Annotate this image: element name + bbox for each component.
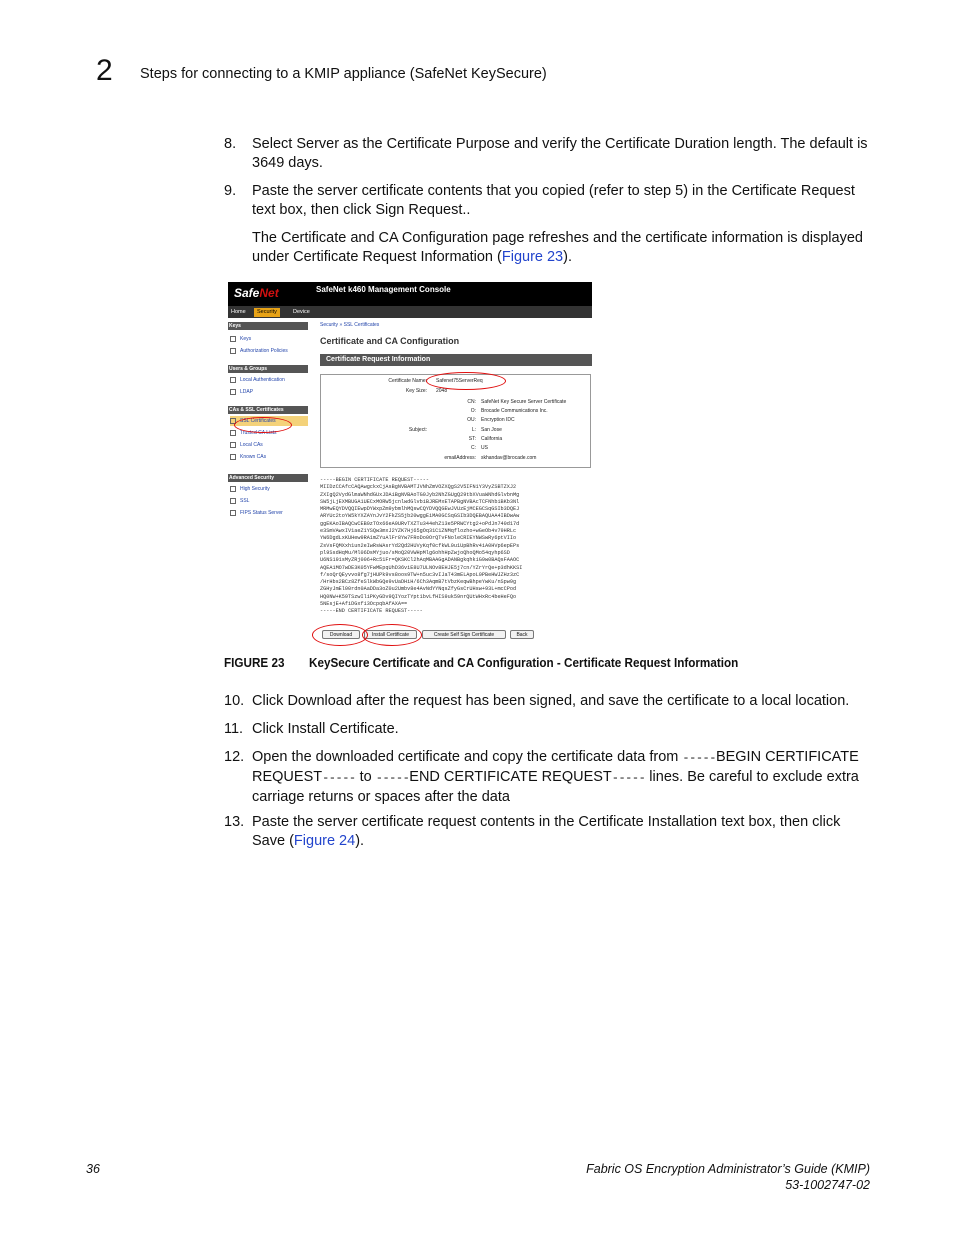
subject-key: ST:: [468, 436, 476, 442]
bullet-icon: [230, 454, 236, 460]
step-number: 9.: [224, 183, 237, 199]
step-text: Click Install Certificate.: [252, 721, 399, 737]
console-title: SafeNet k460 Management Console: [316, 285, 451, 294]
cert-name-value: Safenet75ServerReq: [436, 378, 483, 384]
step-number: 8.: [224, 136, 237, 152]
tab-device[interactable]: Device: [293, 309, 310, 315]
step-number: 11.: [224, 721, 244, 737]
subject-value: SafeNet Key Secure Server Certificate: [481, 399, 567, 405]
doc-number: 53-1002747-02: [785, 1178, 870, 1192]
subject-value: Encryption IDC: [481, 417, 515, 423]
sidebar-item-trusted-ca-lists[interactable]: Trusted CA Lists: [230, 428, 308, 438]
bullet-icon: [230, 486, 236, 492]
subject-key: L:: [471, 427, 476, 433]
subject-value: Brocade Communications Inc.: [481, 408, 548, 414]
sidebar-item-ssl-certificates[interactable]: SSL Certificates: [230, 416, 308, 426]
subject-key: C:: [471, 445, 476, 451]
subject-label: Subject:: [408, 427, 427, 433]
download-button[interactable]: Download: [322, 630, 360, 639]
page-title: Certificate and CA Configuration: [320, 336, 460, 346]
step-number: 10.: [224, 693, 245, 709]
install-certificate-button[interactable]: Install Certificate: [364, 630, 417, 639]
subject-key: emailAddress:: [444, 455, 476, 461]
expand-icon: [230, 336, 236, 342]
subject-value: skhandav@brocade.com: [481, 455, 537, 461]
chapter-title: Steps for connecting to a KMIP appliance (SafeNet KeySecure): [140, 66, 547, 82]
sidebar-item-high-security[interactable]: High Security: [230, 484, 308, 494]
bullet-icon: [230, 348, 236, 354]
sidebar-heading: Users & Groups: [228, 365, 308, 373]
cert-name-label: Certificate Name:: [388, 378, 427, 384]
chapter-number: 2: [96, 54, 113, 87]
expand-icon: [230, 389, 236, 395]
sidebar-item-keys[interactable]: Keys: [230, 334, 308, 344]
safenet-logo: SafeNet: [234, 286, 279, 300]
sidebar-item-local-authentication[interactable]: Local Authentication: [230, 375, 308, 385]
subject-key: CN:: [467, 399, 476, 405]
sidebar-item-local-cas[interactable]: Local CAs: [230, 440, 308, 450]
step-text: Click Download after the request has been signed, and save the certificate to a local location.: [252, 693, 850, 709]
sidebar-item-ssl[interactable]: SSL: [230, 496, 308, 506]
section-title: Certificate Request Information: [320, 354, 592, 366]
figure-23-link[interactable]: Figure 23: [501, 249, 564, 265]
figure-label: FIGURE 23: [224, 655, 285, 670]
step-number: 13.: [224, 814, 245, 830]
console-header: [228, 282, 592, 306]
bullet-icon: [230, 442, 236, 448]
sidebar-heading: CAs & SSL Certificates: [228, 406, 308, 414]
subject-value: San Jose: [481, 427, 502, 433]
page-number: 36: [86, 1162, 100, 1176]
sidebar-item-fips-status-server[interactable]: FIPS Status Server: [230, 508, 308, 518]
figure-23-screenshot: [228, 282, 592, 646]
figure-24-link[interactable]: Figure 24: [293, 833, 356, 849]
step-text: Select Server as the Certificate Purpose and verify the Certificate Duration length. The default is 3649 days.: [252, 136, 868, 171]
highlight-ring: [234, 417, 292, 433]
step-text: Open the downloaded certificate and copy the certificate data from -----BEGIN CERTIFICATE REQUEST----- to -----END CERTIFICATE REQUEST----- lines. Be careful to exclude extra carriage returns or spaces after the data: [252, 749, 859, 805]
highlight-ring: [312, 624, 368, 646]
bullet-icon: [230, 498, 236, 504]
step-text: Paste the server certificate request contents in the Certificate Installation text box, then click Save (Figure 24).: [252, 814, 841, 849]
tab-home[interactable]: Home: [231, 309, 246, 315]
subject-value: US: [481, 445, 488, 451]
step-9-result: The Certificate and CA Configuration page refreshes and the certificate information is displayed under Certificate Request Information (Figure 23).: [252, 230, 863, 265]
subject-key: O:: [470, 408, 476, 414]
subject-value: California: [481, 436, 503, 442]
figure-caption: KeySecure Certificate and CA Configuration - Certificate Request Information: [309, 655, 739, 670]
doc-title: Fabric OS Encryption Administrator’s Guide (KMIP): [586, 1162, 870, 1176]
sidebar-heading: Advanced Security: [228, 474, 308, 482]
bullet-icon: [230, 377, 236, 383]
bullet-icon: [230, 510, 236, 516]
subject-key: OU:: [467, 417, 476, 423]
sidebar-item-authorization-policies[interactable]: Authorization Policies: [230, 346, 308, 356]
tab-security[interactable]: Security: [254, 308, 280, 317]
sidebar-item-ldap[interactable]: LDAP: [230, 387, 308, 397]
certificate-request-text: -----BEGIN CERTIFICATE REQUEST----- MIIDzCCAfcCAQAwgckxCjAsBgNVBAMTJVNhZmVOZXQgS2V5IFN1Y3VyZSBTZXJ2 ZXIgQ2VydGlmaWNhdGUxJDAiBgNVBAoTG0Jyb2NhZGUgQ29tbXVuaWNhdGlvbnMg SW5jLjEXMBUGA1UECxMORW5jcnlwdGlvbiBJREMxETAPBgNVBAcTCFNhbiBKb3Nl MRMwEQYDVQQIEwpDYWxpZm9ybmlhMQswCQYDVQQGEwJVUzEjMCEGCSqGSIb3DQEJ ARYUc2toYW5kYXZAYnJvY2FkZS5jb20wggEiMA0GCSqGSIb3DQEBAQUAA4IBDwAw ggEKAoIBAQCwCEB0zTOx66eA9URvTXZTu344ehZ13e5PRWCYtg2+oPdJn740d17d e3SmVAwxIV1aeZ1YSQw3mxJ2YZK7Hj65gOq31C1ZNMqflozho+wGeOb4v79HRLc YW6DgdLxKUHew9RA1mZYuAlFr8Yw7FRoDo0OrQTvFNoleCRIEYNWSwRy6ptVIIo ZsVsFQMXxh1un2eIwRsWAsrYd2Qd2HUVyKqf0cfkWL0u1UpBhRv4iA0HVp6epEPs pl9SsdHqMu/Ml06DsMYjuo/sMoQ20VWHpMlg6ohhHpZwjoQhoQMo54qyhp6SD U6NS191sMyZRj006+Rc51Fr=QKSKCl2hAqMBAAGgADANBgkqhkiG9w0BAQsFAAOC AQEA1MO7wDE3K05YFwMEpqUhD36viE8U7ULNOv8EHJE5j7cn/YZrYrQe+p3dhKKSI f/soQrQEyvvo8fg7jHUPk9vs8oos9TW+n5uc3vIJaT43mELApoL0PBeHWJZHz3zC /HrHbs2BCz8ZfeSlkWbGQe9vUaDHiH/6Ch3AqmB7tVbzKeqwBhpeYwKu/nSpw9g ZGHyJmEl00rdn0AaDDa3oZ0u2Umbv8e4AvNdYYNqsZfyGsCrUHsw+93L+mcCPod HQ0NW+K59TSzwIliPKyGDv9QIYozTYpt1bvLfHIS9uk59nrQUtWHxRc4beHeFQo 5NEsjE+AfiDGxfi3OcpqbAfAXA== -----END CERTIFICATE REQUEST-----: [320, 477, 523, 615]
key-size-value: 2048: [436, 388, 448, 394]
bullet-icon: [230, 430, 236, 436]
breadcrumb[interactable]: Security » SSL Certificates: [320, 322, 380, 328]
step-number: 12.: [224, 749, 245, 765]
highlight-ring: [362, 624, 422, 646]
create-self-sign-certificate-button[interactable]: Create Self Sign Certificate: [422, 630, 506, 639]
step-text: Paste the server certificate contents that you copied (refer to step 5) in the Certificate Request text box, then click Sign Request..: [252, 183, 855, 218]
key-size-label: Key Size:: [405, 388, 427, 394]
highlight-ring: [426, 372, 506, 390]
sidebar-item-known-cas[interactable]: Known CAs: [230, 452, 308, 462]
back-button[interactable]: Back: [510, 630, 534, 639]
console-tabs: [228, 306, 592, 318]
sidebar-heading: Keys: [228, 322, 308, 330]
